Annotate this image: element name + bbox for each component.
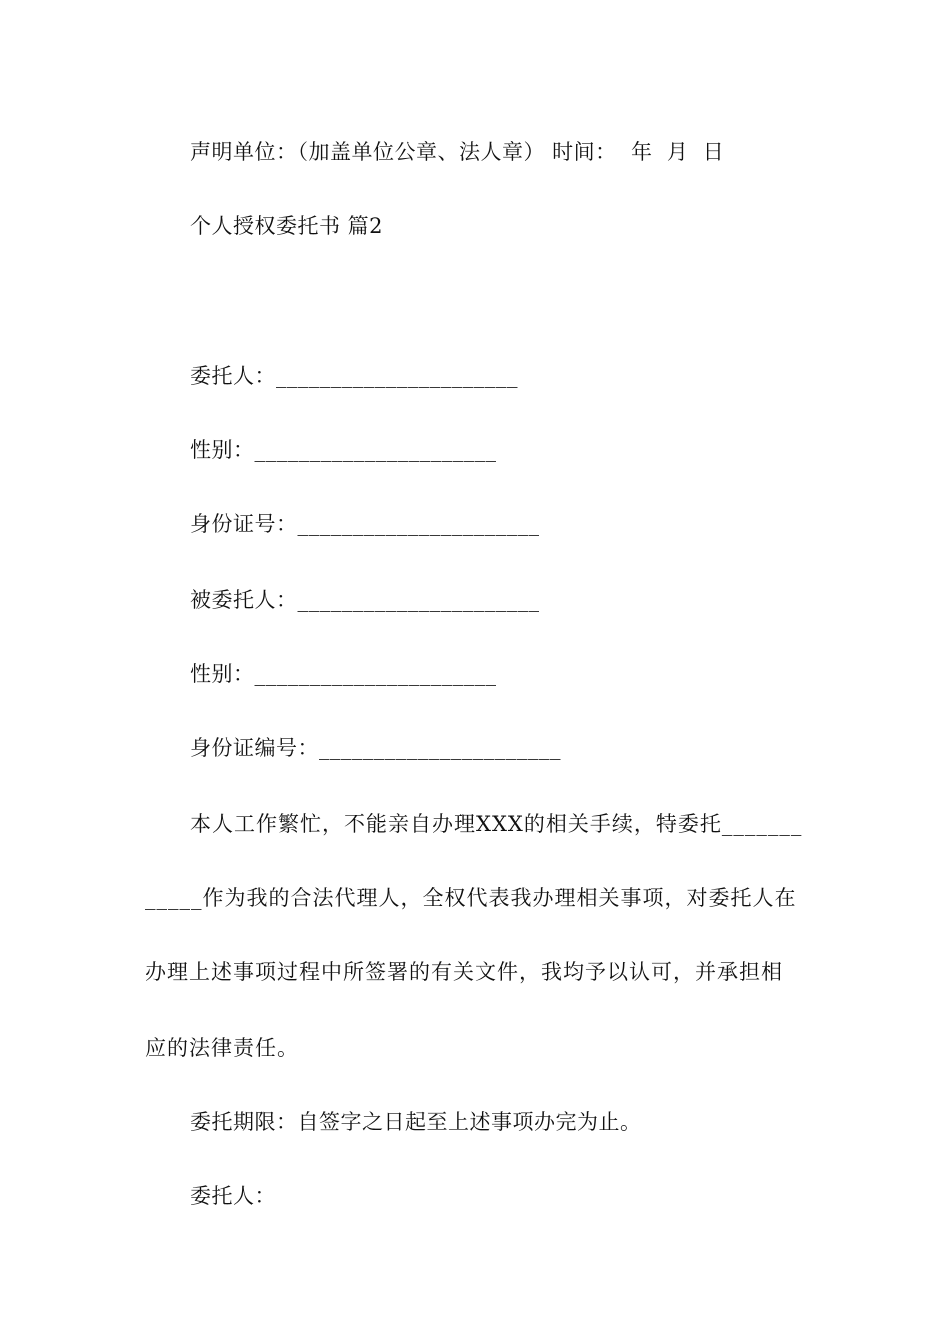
paragraph-line-1: 本人工作繁忙，不能亲自办理XXX的相关手续，特委托_______ (190, 812, 803, 836)
field-principal: 委托人：______________________ (190, 364, 518, 388)
signature-line: 委托人： (190, 1184, 276, 1208)
paragraph-line-2: _____作为我的合法代理人，全权代表我办理相关事项，对委托人在 (145, 886, 797, 910)
field-agent: 被委托人：______________________ (190, 588, 540, 612)
field-agent-id-number: 身份证编号：______________________ (190, 736, 561, 760)
field-agent-gender: 性别：______________________ (190, 662, 497, 686)
field-id-number: 身份证号：______________________ (190, 512, 540, 536)
paragraph-line-3: 办理上述事项过程中所签署的有关文件，我均予以认可，并承担相 (145, 960, 783, 984)
statement-line: 声明单位：（加盖单位公章、法人章） 时间： 年 月 日 (190, 140, 725, 164)
field-gender: 性别：______________________ (190, 438, 497, 462)
paragraph-line-4: 应的法律责任。 (145, 1036, 299, 1060)
term-line: 委托期限：自签字之日起至上述事项办完为止。 (190, 1110, 642, 1134)
section-title: 个人授权委托书 篇2 (190, 214, 384, 238)
